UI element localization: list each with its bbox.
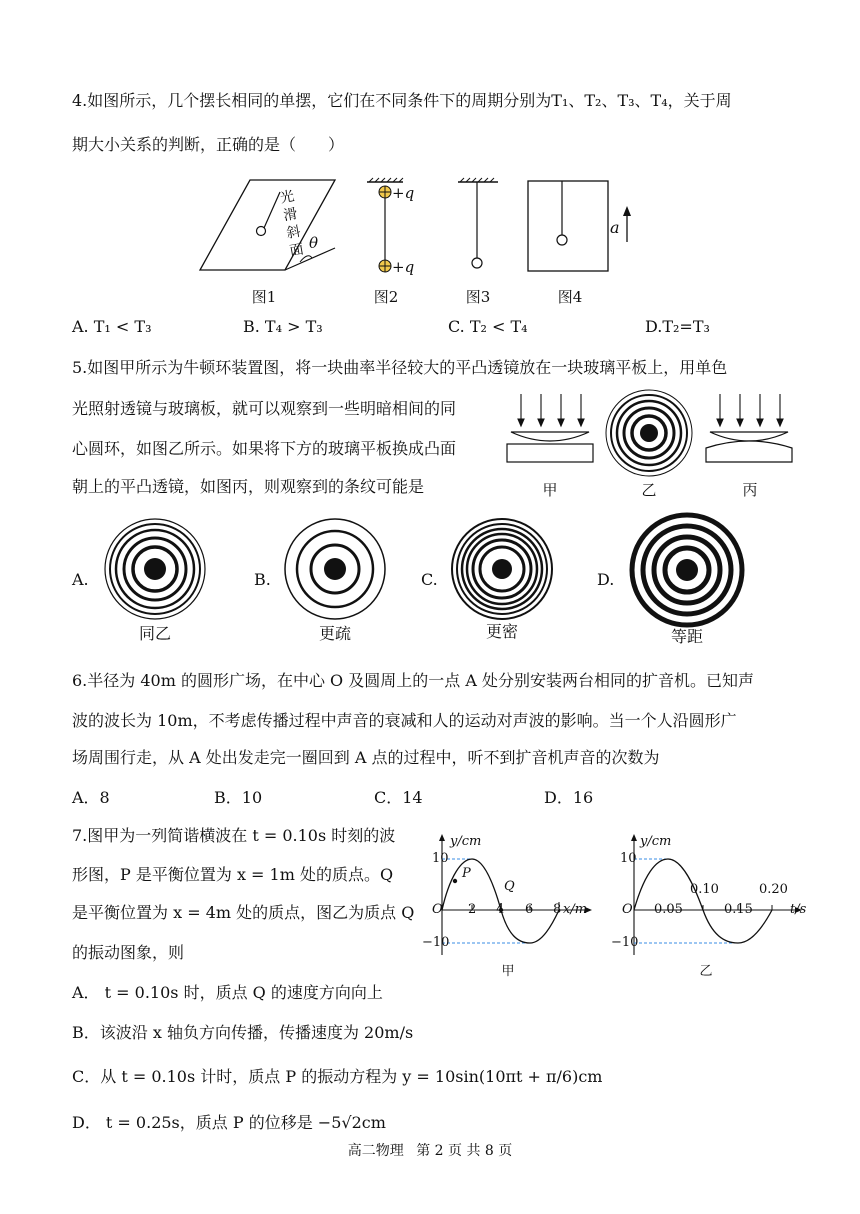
q7-graph-yi <box>610 830 810 980</box>
q4-option-c[interactable]: C. T₂ < T₄ <box>448 317 528 336</box>
q5-fig-yi <box>604 388 694 478</box>
jia-xtick-2: 2 <box>468 902 477 917</box>
fig3-label: 图3 <box>465 288 491 306</box>
yi-xtick-005: 0.05 <box>654 902 683 917</box>
q5-option-a-letter[interactable]: A. <box>72 570 89 589</box>
q7-line4: 的振动图象，则 <box>72 943 185 962</box>
footer-subject: 高二物理 <box>347 1143 404 1159</box>
fig2-label: 图2 <box>373 288 399 306</box>
q6-option-b[interactable]: B．10 <box>214 788 263 807</box>
q4-line2: 期大小关系的判断，正确的是（ ） <box>72 135 345 154</box>
q7-option-b[interactable]: B．该波沿 x 轴负方向传播，传播速度为 20m/s <box>72 1023 414 1042</box>
yi-xtick-015: 0.15 <box>724 902 753 917</box>
q5-option-c-letter[interactable]: C. <box>421 570 438 589</box>
point-p: P <box>462 866 471 881</box>
q6-line1: 6.半径为 40m 的圆形广场，在中心 O 及圆周上的一点 A 处分别安装两台相同的扩音机。已知声 <box>72 671 754 690</box>
point-q: Q <box>504 879 515 894</box>
accel-label: a <box>610 218 620 237</box>
jia-caption: 甲 <box>501 964 515 979</box>
q5-line4: 朝上的平凸透镜，如图丙，则观察到的条纹可能是 <box>72 477 425 496</box>
bing-label: 丙 <box>742 481 758 499</box>
q4-line1: 4.如图所示，几个摆长相同的单摆，它们在不同条件下的周期分别为T₁、T₂、T₃、T₄，关于周 <box>72 91 732 110</box>
q4-fig4 <box>527 180 637 275</box>
q4-option-d[interactable]: D.T₂=T₃ <box>645 317 710 336</box>
q5-option-d-letter[interactable]: D. <box>597 570 615 589</box>
footer-page: 第 2 页 共 8 页 <box>416 1143 513 1159</box>
q5-caption-a: 同乙 <box>138 624 171 643</box>
jia-ytick-bottom: −10 <box>422 935 450 950</box>
theta-label: θ <box>309 234 319 252</box>
yi-label: 乙 <box>641 481 657 499</box>
q7-line2: 形图，P 是平衡位置为 x = 1m 处的质点。Q <box>72 865 394 884</box>
q5-option-c-rings[interactable] <box>450 517 554 621</box>
q5-line2: 光照射透镜与玻璃板，就可以观察到一些明暗相间的同 <box>72 399 457 418</box>
q6-line3: 场周围行走，从 A 处出发走完一圈回到 A 点的过程中，听不到扩音机声音的次数为 <box>72 748 660 767</box>
q5-option-a-rings[interactable] <box>103 517 207 621</box>
q5-line1: 5.如图甲所示为牛顿环装置图，将一块曲率半径较大的平凸透镜放在一块玻璃平板上，用单色 <box>72 358 728 377</box>
jia-origin: O <box>432 902 443 917</box>
q7-option-a[interactable]: A． t = 0.10s 时，质点 Q 的速度方向向上 <box>72 983 383 1002</box>
q5-caption-b: 更疏 <box>318 624 351 643</box>
q5-caption-c: 更密 <box>485 622 518 641</box>
jia-ylabel: y/cm <box>450 834 482 849</box>
q5-fig-bing <box>704 392 796 470</box>
q5-option-b-rings[interactable] <box>283 517 387 621</box>
q4-option-a[interactable]: A. T₁ < T₃ <box>72 317 152 336</box>
slope-text: 光 滑 斜 面 <box>279 188 305 260</box>
q4-option-b[interactable]: B. T₄ > T₃ <box>243 317 323 336</box>
fig4-label: 图4 <box>557 288 583 306</box>
charge-top: +q <box>392 184 415 202</box>
jia-xtick-6: 6 <box>525 902 534 917</box>
yi-ylabel: y/cm <box>640 834 672 849</box>
charge-bottom: +q <box>392 258 415 276</box>
fig1-label: 图1 <box>251 288 277 306</box>
yi-xtick-020: 0.20 <box>759 882 788 897</box>
jia-ytick-top: 10 <box>432 851 449 866</box>
q6-option-c[interactable]: C．14 <box>374 788 423 807</box>
q5-option-d-rings[interactable] <box>627 510 747 630</box>
q6-option-d[interactable]: D．16 <box>544 788 594 807</box>
jia-xlabel: x/m <box>563 902 588 917</box>
yi-xtick-010: 0.10 <box>690 882 719 897</box>
q5-line3: 心圆环，如图乙所示。如果将下方的玻璃平板换成凸面 <box>72 439 457 458</box>
yi-xlabel: t/s <box>790 902 807 917</box>
q4-fig1 <box>200 178 350 278</box>
q5-option-b-letter[interactable]: B. <box>254 570 271 589</box>
q7-option-c[interactable]: C．从 t = 0.10s 计时，质点 P 的振动方程为 y = 10sin(10πt + π/6)cm <box>72 1067 603 1086</box>
q5-caption-d: 等距 <box>670 627 703 646</box>
q6-line2: 波的波长为 10m，不考虑传播过程中声音的衰减和人的运动对声波的影响。当一个人沿圆形广 <box>72 711 737 730</box>
q7-line1: 7.图甲为一列简谐横波在 t = 0.10s 时刻的波 <box>72 826 396 845</box>
jia-label: 甲 <box>542 481 558 499</box>
q4-fig3 <box>456 178 500 273</box>
q5-fig-jia <box>505 392 597 470</box>
jia-xtick-4: 4 <box>496 902 505 917</box>
yi-ytick-bottom: −10 <box>611 935 639 950</box>
q7-option-d[interactable]: D． t = 0.25s，质点 P 的位移是 −5√2cm <box>72 1113 386 1132</box>
q7-line3: 是平衡位置为 x = 4m 处的质点，图乙为质点 Q <box>72 903 415 922</box>
q6-option-a[interactable]: A．8 <box>72 788 110 807</box>
yi-caption: 乙 <box>699 964 713 979</box>
jia-xtick-8: 8 <box>553 902 562 917</box>
yi-origin: O <box>622 902 633 917</box>
page-footer <box>0 1140 860 1160</box>
yi-ytick-top: 10 <box>620 851 637 866</box>
